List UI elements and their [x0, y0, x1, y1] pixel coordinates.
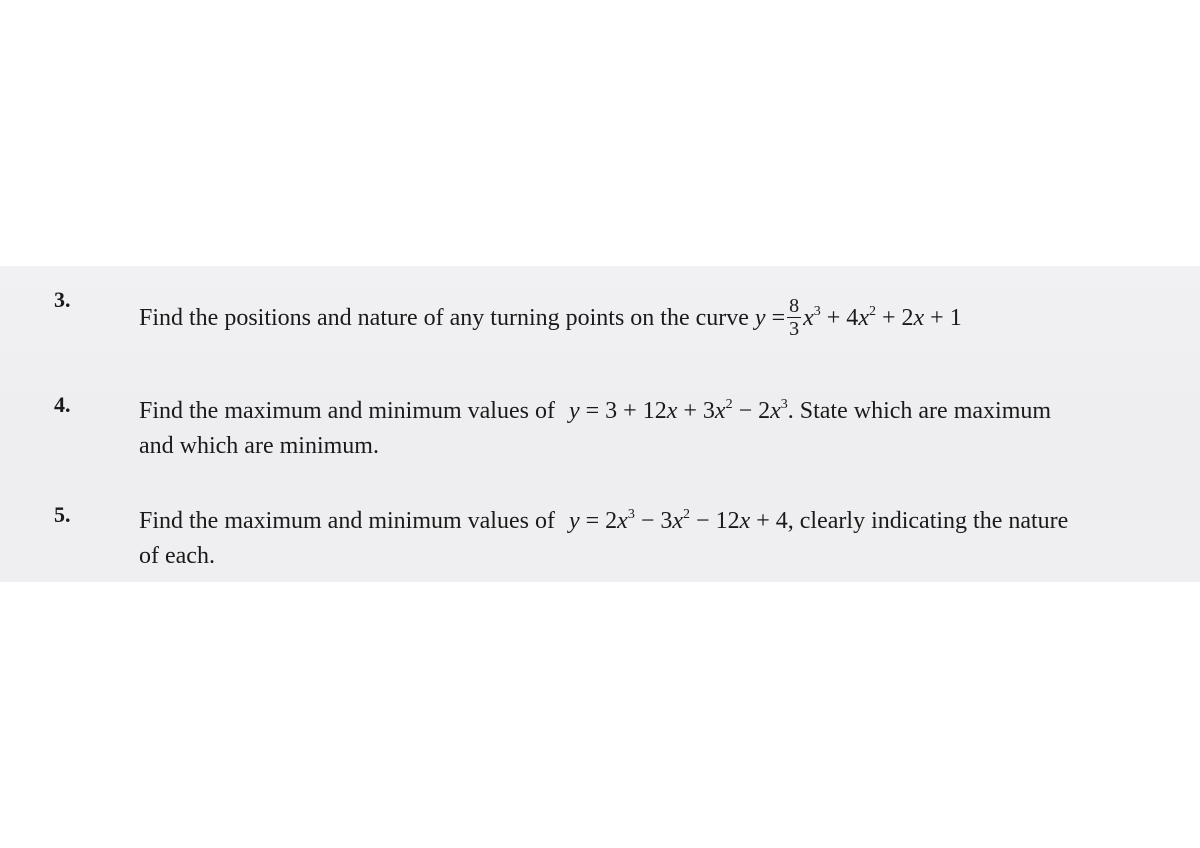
question-3-equation: y = $\frac{8}{3}$ $x^3 + 4x^2 + 2x + 1$ — [754, 295, 962, 340]
question-5-suffix: , clearly indicating the nature — [787, 508, 1069, 534]
question-4-text — [139, 393, 1051, 429]
question-4-prefix: Find the maximum and minimum values of — [139, 398, 555, 424]
question-5-line2: of each. — [139, 543, 215, 569]
question-3-prefix: Find the positions and nature of any turning points on the curve — [139, 305, 749, 332]
question-5-prefix: Find the maximum and minimum values of — [139, 508, 555, 534]
question-5-text — [139, 503, 1068, 539]
question-4-number: 4. — [54, 392, 71, 417]
question-4-suffix: . State which are maximum — [787, 398, 1052, 424]
question-4-line2: and which are minimum. — [139, 433, 379, 459]
fraction: $\frac{8}{3}$ — [789, 295, 800, 340]
question-3-number: 3. — [54, 287, 71, 312]
question-5-equation: $y = 2x^3 - 3x^2 - 12x + 4$ — [568, 507, 788, 534]
question-4-equation: $y = 3 + 12x + 3x^2 - 2x^3$ — [568, 397, 788, 424]
question-3-text — [139, 295, 962, 341]
question-5-number: 5. — [54, 502, 71, 527]
